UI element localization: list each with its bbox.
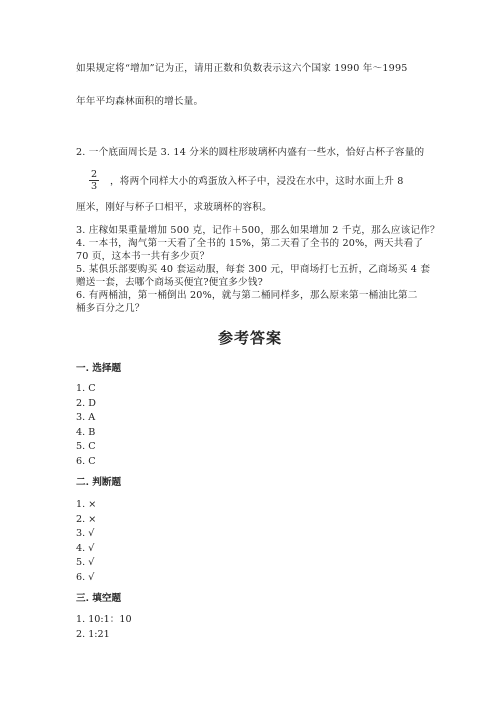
fraction-two-thirds xyxy=(88,169,100,192)
q2-line2: ，将两个同样大小的鸡蛋放入杯子中，浸没在水中，这时水面上升 8 xyxy=(110,176,404,187)
answer-list-fill-in xyxy=(76,613,132,642)
answers-title: 参考答案 xyxy=(217,329,282,347)
answer-item: 1. 10:1：10 xyxy=(76,614,132,625)
fraction-numerator: 2 xyxy=(90,169,98,180)
q3-line1: 3. 庄稼如果重量增加 500 克，记作＋500，那么如果增加 2 千克，那么应该记作？ xyxy=(76,225,440,236)
q5-line2: 赠送一套，去哪个商场买便宜?便宜多少钱? xyxy=(76,277,263,288)
answer-item: 4. B xyxy=(76,426,96,438)
q4-line1: 4. 一本书，淘气第一天看了全书的 15%，第二天看了全书的 20%，两天共看了 xyxy=(76,238,424,249)
section-heading-judgment: 二. 判断题 xyxy=(76,477,122,488)
q1-line1: 如果规定将“增加”记为正，请用正数和负数表示这六个国家 1990 年～1995 xyxy=(76,63,408,74)
section-heading-choice: 一. 选择题 xyxy=(76,363,122,374)
answer-item: 4. √ xyxy=(76,542,95,554)
answer-item: 5. C xyxy=(76,441,96,452)
q6-line2: 桶多百分之几？ xyxy=(76,303,145,314)
answer-item: 6. C xyxy=(76,455,96,467)
q5-line1: 5. 某俱乐部要购买 40 套运动服，每套 300 元，甲商场打七五折，乙商场买 4 套 xyxy=(76,264,431,275)
section-heading-fill-in: 三. 填空题 xyxy=(76,593,122,604)
q4-line2: 70 页，这本书一共有多少页？ xyxy=(76,251,210,262)
answer-item: 1. × xyxy=(76,499,97,510)
answer-list-judgment xyxy=(76,498,96,585)
answer-item: 6. √ xyxy=(76,571,95,583)
fraction-denominator: 3 xyxy=(90,181,98,192)
q2-line3: 厘米，刚好与杯子口相平，求玻璃杯的容积。 xyxy=(76,202,272,213)
answer-item: 2. D xyxy=(76,397,96,409)
q1-line2: 年年平均森林面积的增长量。 xyxy=(76,96,204,107)
answer-list-choice xyxy=(76,382,96,469)
answer-item: 2. × xyxy=(76,513,97,525)
q6-line1: 6. 有两桶油，第一桶倒出 20%，就与第二桶同样多，那么原来第一桶油比第二 xyxy=(76,290,418,301)
answer-item: 2. 1:21 xyxy=(76,628,110,640)
answer-item: 3. A xyxy=(76,412,96,423)
answer-item: 3. √ xyxy=(76,528,95,539)
answer-item: 1. C xyxy=(76,383,96,394)
answer-item: 5. √ xyxy=(76,557,95,568)
q2-line1: 2. 一个底面周长是 3. 14 分米的圆柱形玻璃杯内盛有一些水，恰好占杯子容量的 xyxy=(76,147,425,158)
